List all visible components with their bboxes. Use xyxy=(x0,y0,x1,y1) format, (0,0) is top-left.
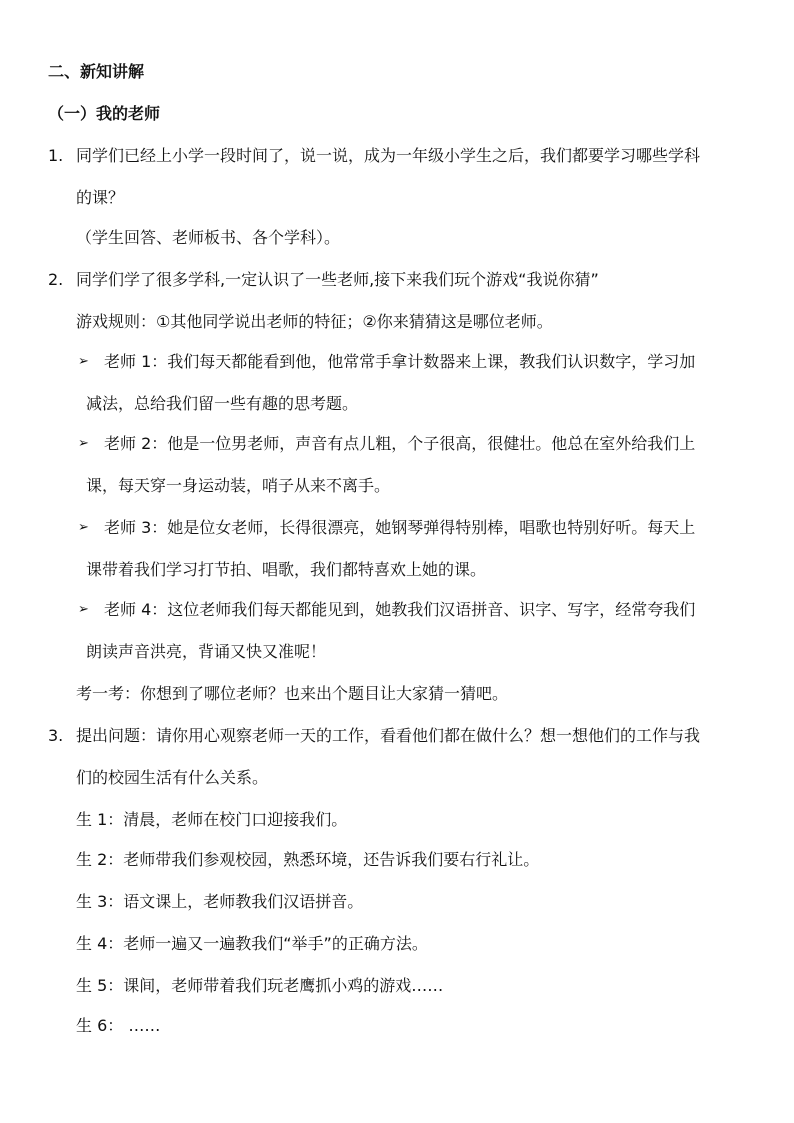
item-text-line: 同学们已经上小学一段时间了，说一说，成为一年级小学生之后，我们都要学习哪些学科 xyxy=(76,146,701,165)
bullet-text-line: 老师 3：她是位女老师，长得很漂亮，她钢琴弹得特别棒，唱歌也特别好听。每天上 xyxy=(104,518,696,537)
student-answer: 生 4：老师一遍又一遍教我们“举手”的正确方法。 xyxy=(76,934,428,953)
bullet-arrow-icon: ➢ xyxy=(78,520,89,535)
student-answer: 生 6： …… xyxy=(76,1016,161,1035)
item-text-line: 的课？ xyxy=(76,188,125,207)
item-number: 1. xyxy=(48,146,64,165)
student-answer: 生 1：清晨，老师在校门口迎接我们。 xyxy=(76,810,348,829)
item-text-line: 同学们学了很多学科,一定认识了一些老师,接下来我们玩个游戏“我说你猜” xyxy=(76,270,599,289)
student-answer: 生 2：老师带我们参观校园，熟悉环境，还告诉我们要右行礼让。 xyxy=(76,850,540,869)
bullet-text-line: 老师 2：他是一位男老师，声音有点儿粗，个子很高，很健壮。他总在室外给我们上 xyxy=(104,434,696,453)
bullet-text-line: 课带着我们学习打节拍、唱歌，我们都特喜欢上她的课。 xyxy=(86,560,487,579)
item-number: 3. xyxy=(48,726,64,745)
student-answer: 生 5：课间，老师带着我们玩老鹰抓小鸡的游戏…… xyxy=(76,976,444,995)
item-text-line: 们的校园生活有什么关系。 xyxy=(76,768,269,787)
bullet-text-line: 朗读声音洪亮，背诵又快又准呢！ xyxy=(86,642,327,661)
section-title: 二、新知讲解 xyxy=(48,62,145,81)
bullet-arrow-icon: ➢ xyxy=(78,354,89,369)
game-rules: 游戏规则：①其他同学说出老师的特征；②你来猜猜这是哪位老师。 xyxy=(76,312,553,331)
item-number: 2. xyxy=(48,270,64,289)
bullet-text-line: 减法，总给我们留一些有趣的思考题。 xyxy=(86,394,359,413)
student-answer: 生 3：语文课上，老师教我们汉语拼音。 xyxy=(76,892,364,911)
bullet-arrow-icon: ➢ xyxy=(78,602,89,617)
bullet-text-line: 老师 1：我们每天都能看到他，他常常手拿计数器来上课，教我们认识数字，学习加 xyxy=(104,352,696,371)
section-subtitle: （一）我的老师 xyxy=(48,104,161,123)
item-note: （学生回答、老师板书、各个学科）。 xyxy=(76,228,341,247)
quiz-prompt: 考一考：你想到了哪位老师？也来出个题目让大家猜一猜吧。 xyxy=(76,684,509,703)
bullet-text-line: 课，每天穿一身运动装，哨子从来不离手。 xyxy=(86,476,391,495)
item-text-line: 提出问题：请你用心观察老师一天的工作，看看他们都在做什么？想一想他们的工作与我 xyxy=(76,726,701,745)
bullet-text-line: 老师 4：这位老师我们每天都能见到，她教我们汉语拼音、识字、写字，经常夸我们 xyxy=(104,600,696,619)
bullet-arrow-icon: ➢ xyxy=(78,436,89,451)
